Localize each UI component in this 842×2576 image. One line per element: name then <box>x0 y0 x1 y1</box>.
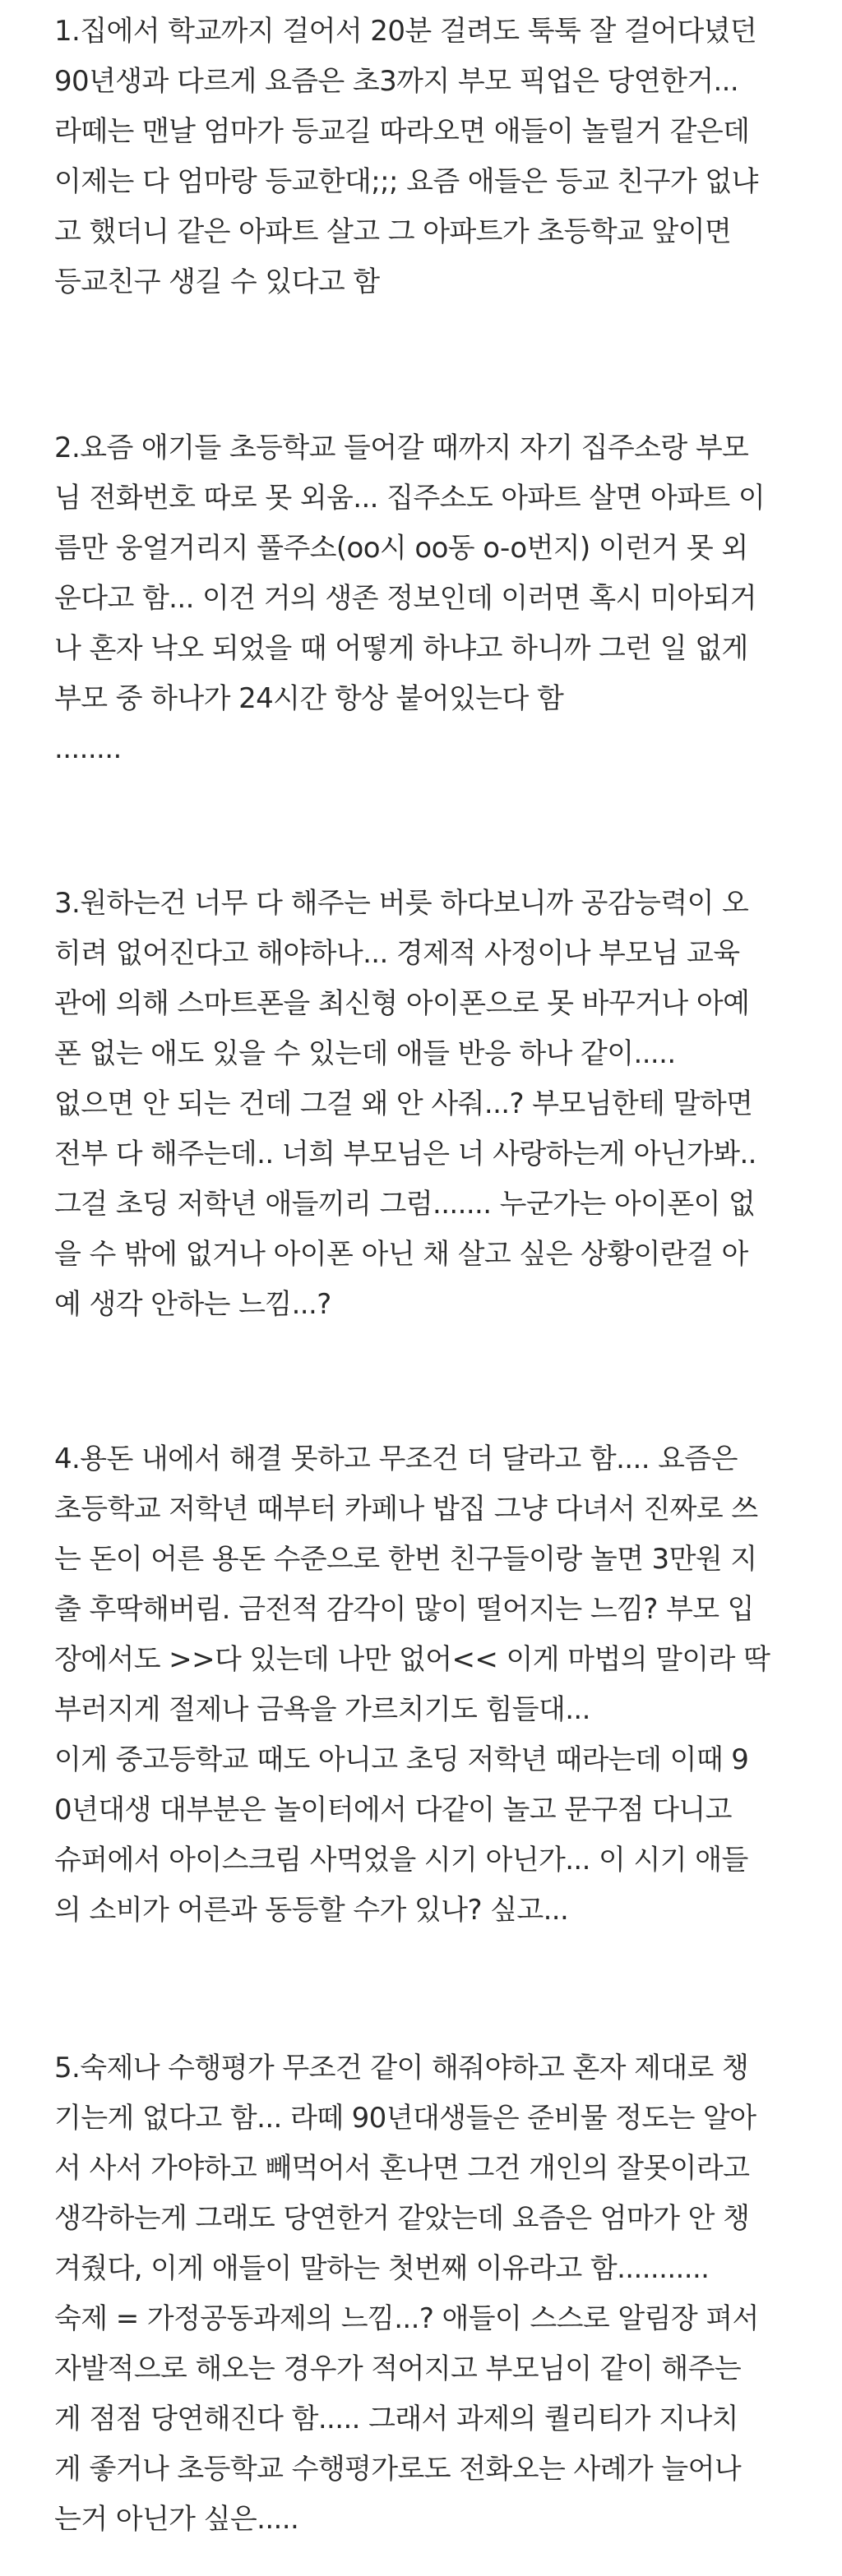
text-line: 생각하는게 그래도 당연한거 같았는데 요즘은 엄마가 안 챙 <box>54 2202 750 2235</box>
text-line: 3.원하는건 너무 다 해주는 버릇 하다보니까 공감능력이 오 <box>54 887 749 920</box>
text-line: 이제는 다 엄마랑 등교한대;;; 요즘 애들은 등교 친구가 없냐 <box>54 165 758 198</box>
text-line: 이게 중고등학교 때도 아니고 초딩 저학년 때라는데 이때 9 <box>54 1743 749 1776</box>
text-line: 름만 웅얼거리지 풀주소(oo시 oo동 o-o번지) 이런거 못 외 <box>54 532 748 565</box>
text-line: 기는게 없다고 함... 라떼 90년대생들은 준비물 정도는 알아 <box>54 2102 756 2135</box>
text-line: 90년생과 다르게 요즘은 초3까지 부모 픽업은 당연한거... <box>54 65 739 98</box>
text-line: 게 좋거나 초등학교 수행평가로도 전화오는 사례가 늘어나 <box>54 2453 742 2486</box>
text-line: 출 후딱해버림. 금전적 감각이 많이 떨어지는 느낌? 부모 입 <box>54 1593 754 1626</box>
text-line: 0년대생 대부분은 놀이터에서 다같이 놀고 문구점 다니고 <box>54 1794 732 1826</box>
text-line: 라떼는 맨날 엄마가 등교길 따라오면 애들이 놀릴거 같은데 <box>54 115 750 148</box>
text-line: 슈퍼에서 아이스크림 사먹었을 시기 아닌가... 이 시기 애들 <box>54 1844 748 1877</box>
text-line: 서 사서 가야하고 빼먹어서 혼나면 그건 개인의 잘못이라고 <box>54 2152 750 2185</box>
text-line: 5.숙제나 수행평가 무조건 같이 해줘야하고 혼자 제대로 챙 <box>54 2052 749 2084</box>
text-line: 을 수 밖에 없거나 아이폰 아닌 채 살고 싶은 상황이란걸 아 <box>54 1238 748 1271</box>
text-line: 초등학교 저학년 때부터 카페나 밥집 그냥 다녀서 진짜로 쓰 <box>54 1493 758 1526</box>
text-line: 1.집에서 학교까지 걸어서 20분 걸려도 툭툭 잘 걸어다녔던 <box>54 15 757 48</box>
text-line: 장에서도 >>다 있는데 나만 없어<< 이게 마법의 말이라 딱 <box>54 1643 770 1676</box>
text-line: 게 점점 당연해진다 함..... 그래서 과제의 퀄리티가 지나치 <box>54 2403 738 2435</box>
text-line: 부모 중 하나가 24시간 항상 붙어있는다 함 <box>54 682 564 715</box>
text-line: 히려 없어진다고 해야하나... 경제적 사정이나 부모님 교육 <box>54 937 740 970</box>
paragraph-5 <box>54 2043 827 2545</box>
text-line: 의 소비가 어른과 동등할 수가 있나? 싶고... <box>54 1894 569 1927</box>
paragraph-3 <box>54 879 827 1330</box>
paragraph-4 <box>54 1434 827 1936</box>
text-line: 고 했더니 같은 아파트 살고 그 아파트가 초등학교 앞이면 <box>54 215 732 248</box>
text-line: 는 돈이 어른 용돈 수준으로 한번 친구들이랑 놀면 3만원 지 <box>54 1543 757 1576</box>
text-line: 님 전화번호 따로 못 외움... 집주소도 아파트 살면 아파트 이 <box>54 482 766 515</box>
text-line: 4.용돈 내에서 해결 못하고 무조건 더 달라고 함.... 요즘은 <box>54 1443 738 1475</box>
text-line: 등교친구 생길 수 있다고 함 <box>54 265 380 298</box>
paragraph-1 <box>54 7 827 307</box>
text-line: 숙제 = 가정공동과제의 느낌...? 애들이 스스로 알림장 펴서 <box>54 2302 759 2335</box>
text-line: 부러지게 절제나 금욕을 가르치기도 힘들대... <box>54 1693 590 1726</box>
text-line: 그걸 초딩 저학년 애들끼리 그럼....... 누군가는 아이폰이 없 <box>54 1188 756 1221</box>
text-line: 겨줬다, 이게 애들이 말하는 첫번째 이유라고 함........... <box>54 2252 710 2285</box>
text-line: 폰 없는 애도 있을 수 있는데 애들 반응 하나 같이..... <box>54 1037 676 1070</box>
text-line: 나 혼자 낙오 되었을 때 어떻게 하냐고 하니까 그런 일 없게 <box>54 632 748 665</box>
text-line: 는거 아닌가 싶은..... <box>54 2503 299 2536</box>
text-line: 없으면 안 되는 건데 그걸 왜 안 사줘...? 부모님한테 말하면 <box>54 1087 753 1120</box>
text-line: 2.요즘 애기들 초등학교 들어갈 때까지 자기 집주소랑 부모 <box>54 432 749 464</box>
paragraph-2 <box>54 423 827 774</box>
text-line: 예 생각 안하는 느낌...? <box>54 1288 331 1321</box>
text-line: 관에 의해 스마트폰을 최신형 아이폰으로 못 바꾸거나 아예 <box>54 987 750 1020</box>
text-line: 전부 다 해주는데.. 너희 부모님은 너 사랑하는게 아닌가봐.. <box>54 1138 756 1170</box>
text-line: 자발적으로 해오는 경우가 적어지고 부모님이 같이 해주는 <box>54 2352 742 2385</box>
text-line: 운다고 함... 이건 거의 생존 정보인데 이러면 혹시 미아되거 <box>54 582 756 615</box>
text-line: ........ <box>54 732 122 765</box>
